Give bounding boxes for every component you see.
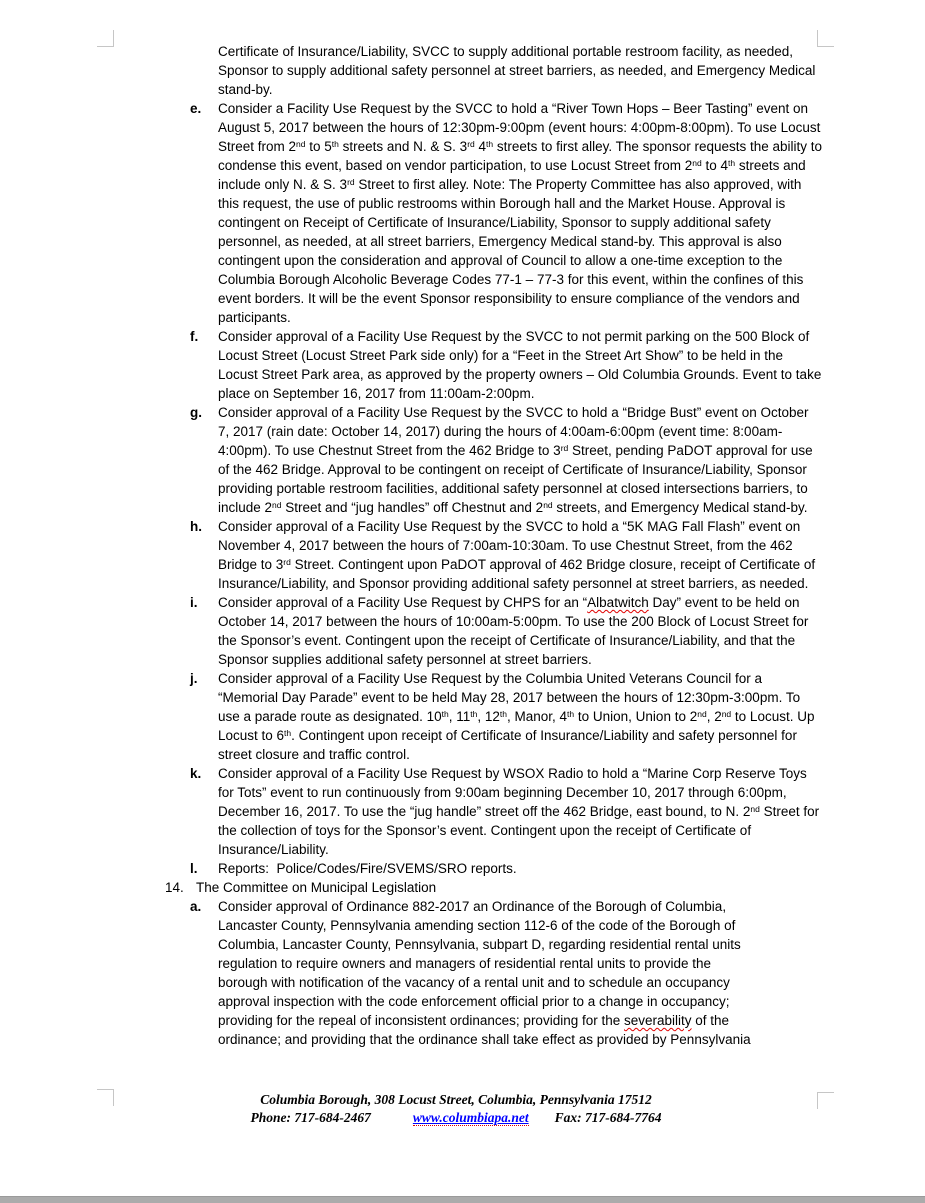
item-text: Reports: Police/Codes/Fire/SVEMS/SRO reports.: [218, 861, 517, 876]
page-footer: [0, 1091, 912, 1126]
margin-crop-mark-top-left: [97, 30, 114, 47]
agenda-item-14a: [190, 897, 825, 1049]
item-text: Consider approval of a Facility Use Request by the SVCC to not permit parking on the 500 Block of Locust Street (Locust Street Park side only) for a “Feet in the Street Art Show” to be held in the Locust Street Park area, as approved by the property owners – Old Columbia Grounds. Event to take place on September 16, 2017 from 11:00am-2:00pm.: [218, 329, 826, 401]
item-text: Consider approval of Ordinance 882-2017 an Ordinance of the Borough of Columbia, Lancaster County, Pennsylvania amending section 112-6 of the code of the Borough of Columbia, Lancaster County, Pennsylvania, subpart D, regarding residential rental units regulation to require owners and managers of residential rental units to provide the borough with notification of the vacancy of a rental unit and to schedule an occupancy approval inspection with the code enforcement official prior to a change in occupancy; providing for the repeal of inconsistent ordinances; providing for the severability of the ordinance; and providing that the ordinance shall take effect as provided by Pennsylvania: [218, 899, 751, 1047]
item-label: a.: [190, 899, 202, 914]
agenda-item-f: [190, 327, 825, 403]
agenda-item-j: [190, 669, 825, 764]
item-label: f.: [190, 329, 199, 344]
website-link[interactable]: www.columbiapa.net: [412, 1109, 529, 1125]
item-text: Consider approval of a Facility Use Request by CHPS for an “Albatwitch Day” event to be held on October 14, 2017 between the hours of 10:00am-5:00pm. To use the 200 Block of Locust Street for the Sponsor’s event. Contingent upon the receipt of Certificate of Insurance/Liability, and that the Sponsor supplies additional safety personnel at street barriers.: [218, 595, 813, 667]
footer-fax: Fax: 717-684-7764: [554, 1109, 662, 1125]
item-label: k.: [190, 766, 202, 781]
agenda-item-i: [190, 593, 825, 669]
item-text: Consider a Facility Use Request by the SVCC to hold a “River Town Hops – Beer Tasting” event on August 5, 2017 between the hours of 12:30pm-9:00pm (event hours: 4:00pm-8:00pm). To use Locust Street from 2nd to 5th streets and N. & S. 3rd 4th streets to first alley. The sponsor requests the ability to condense this event, based on vendor participation, to use Locust Street from 2nd to 4th streets and include only N. & S. 3rd Street to first alley. Note: The Property Committee has also approved, with this request, the use of public restrooms within Borough hall and the Market House. Approval is contingent on Receipt of Certificate of Insurance/Liability, Sponsor to supply additional safety personnel, as needed, at all street barriers, Emergency Medical stand-by. This approval is also contingent upon the consideration and approval of Council to allow a one-time exception to the Columbia Borough Alcoholic Beverage Codes 77-1 – 77-3 for this event, within the confines of this event borders. It will be the event Sponsor responsibility to ensure compliance of the vendors and participants.: [218, 101, 826, 325]
item-label: l.: [190, 861, 198, 876]
item-label: e.: [190, 101, 202, 116]
agenda-item-k: [190, 764, 825, 859]
paragraph-continuation: Certificate of Insurance/Liability, SVCC to supply additional portable restroom facility, as needed, Sponsor to supply additional safety personnel at street barriers, as needed, and Emergency Medical stand-by.: [218, 44, 820, 97]
item-label: j.: [190, 671, 198, 686]
item-text: Consider approval of a Facility Use Request by the SVCC to hold a “Bridge Bust” event on October 7, 2017 (rain date: October 14, 2017) during the hours of 4:00am-6:00pm (event time: 8:00am-4:00pm). To use Chestnut Street from the 462 Bridge to 3rd Street, pending PaDOT approval for use of the 462 Bridge. Approval to be contingent on receipt of Certificate of Insurance/Liability, Sponsor providing portable restroom facilities, additional safety personnel at closed intersections barriers, to include 2nd Street and “jug handles” off Chestnut and 2nd streets, and Emergency Medical stand-by.: [218, 405, 817, 515]
item-label: 14.: [165, 880, 184, 895]
agenda-item-e: [190, 99, 825, 327]
item-text: Consider approval of a Facility Use Request by the Columbia United Veterans Council for a “Memorial Day Parade” event to be held May 28, 2017 between the hours of 12:30pm-3:00pm. To use a parade route as designated. 10th, 11th, 12th, Manor, 4th to Union, Union to 2nd, 2nd to Locust. Up Locust to 6th. Contingent upon receipt of Certificate of Insurance/Liability and safety personnel for street closure and traffic control.: [218, 671, 819, 762]
item-text: The Committee on Municipal Legislation: [196, 880, 437, 895]
item-text: Consider approval of a Facility Use Request by the SVCC to hold a “5K MAG Fall Flash” event on November 4, 2017 between the hours of 7:00am-10:30am. To use Chestnut Street, from the 462 Bridge to 3rd Street. Contingent upon PaDOT approval of 462 Bridge closure, receipt of Certificate of Insurance/Liability, and Sponsor providing additional safety personnel at street barriers, as needed.: [218, 519, 819, 591]
item-text: Consider approval of a Facility Use Request by WSOX Radio to hold a “Marine Corp Reserve Toys for Tots” event to run continuously from 9:00am beginning December 10, 2017 through 6:00pm, December 16, 2017. To use the “jug handle” street off the 462 Bridge, east bound, to N. 2nd Street for the collection of toys for the Sponsor’s event. Contingent upon the receipt of Certificate of Insurance/Liability.: [218, 766, 823, 857]
item-label: i.: [190, 595, 198, 610]
agenda-item-14: [165, 878, 825, 897]
agenda-body: [165, 42, 825, 1049]
footer-address: Columbia Borough, 308 Locust Street, Columbia, Pennsylvania 17512: [260, 1092, 652, 1107]
agenda-item-h: [190, 517, 825, 593]
footer-phone: Phone: 717-684-2467: [250, 1109, 371, 1125]
agenda-item-g: [190, 403, 825, 517]
item-label: h.: [190, 519, 202, 534]
agenda-item-l: [190, 859, 825, 878]
footer-contact-line: [0, 1109, 912, 1127]
item-label: g.: [190, 405, 202, 420]
